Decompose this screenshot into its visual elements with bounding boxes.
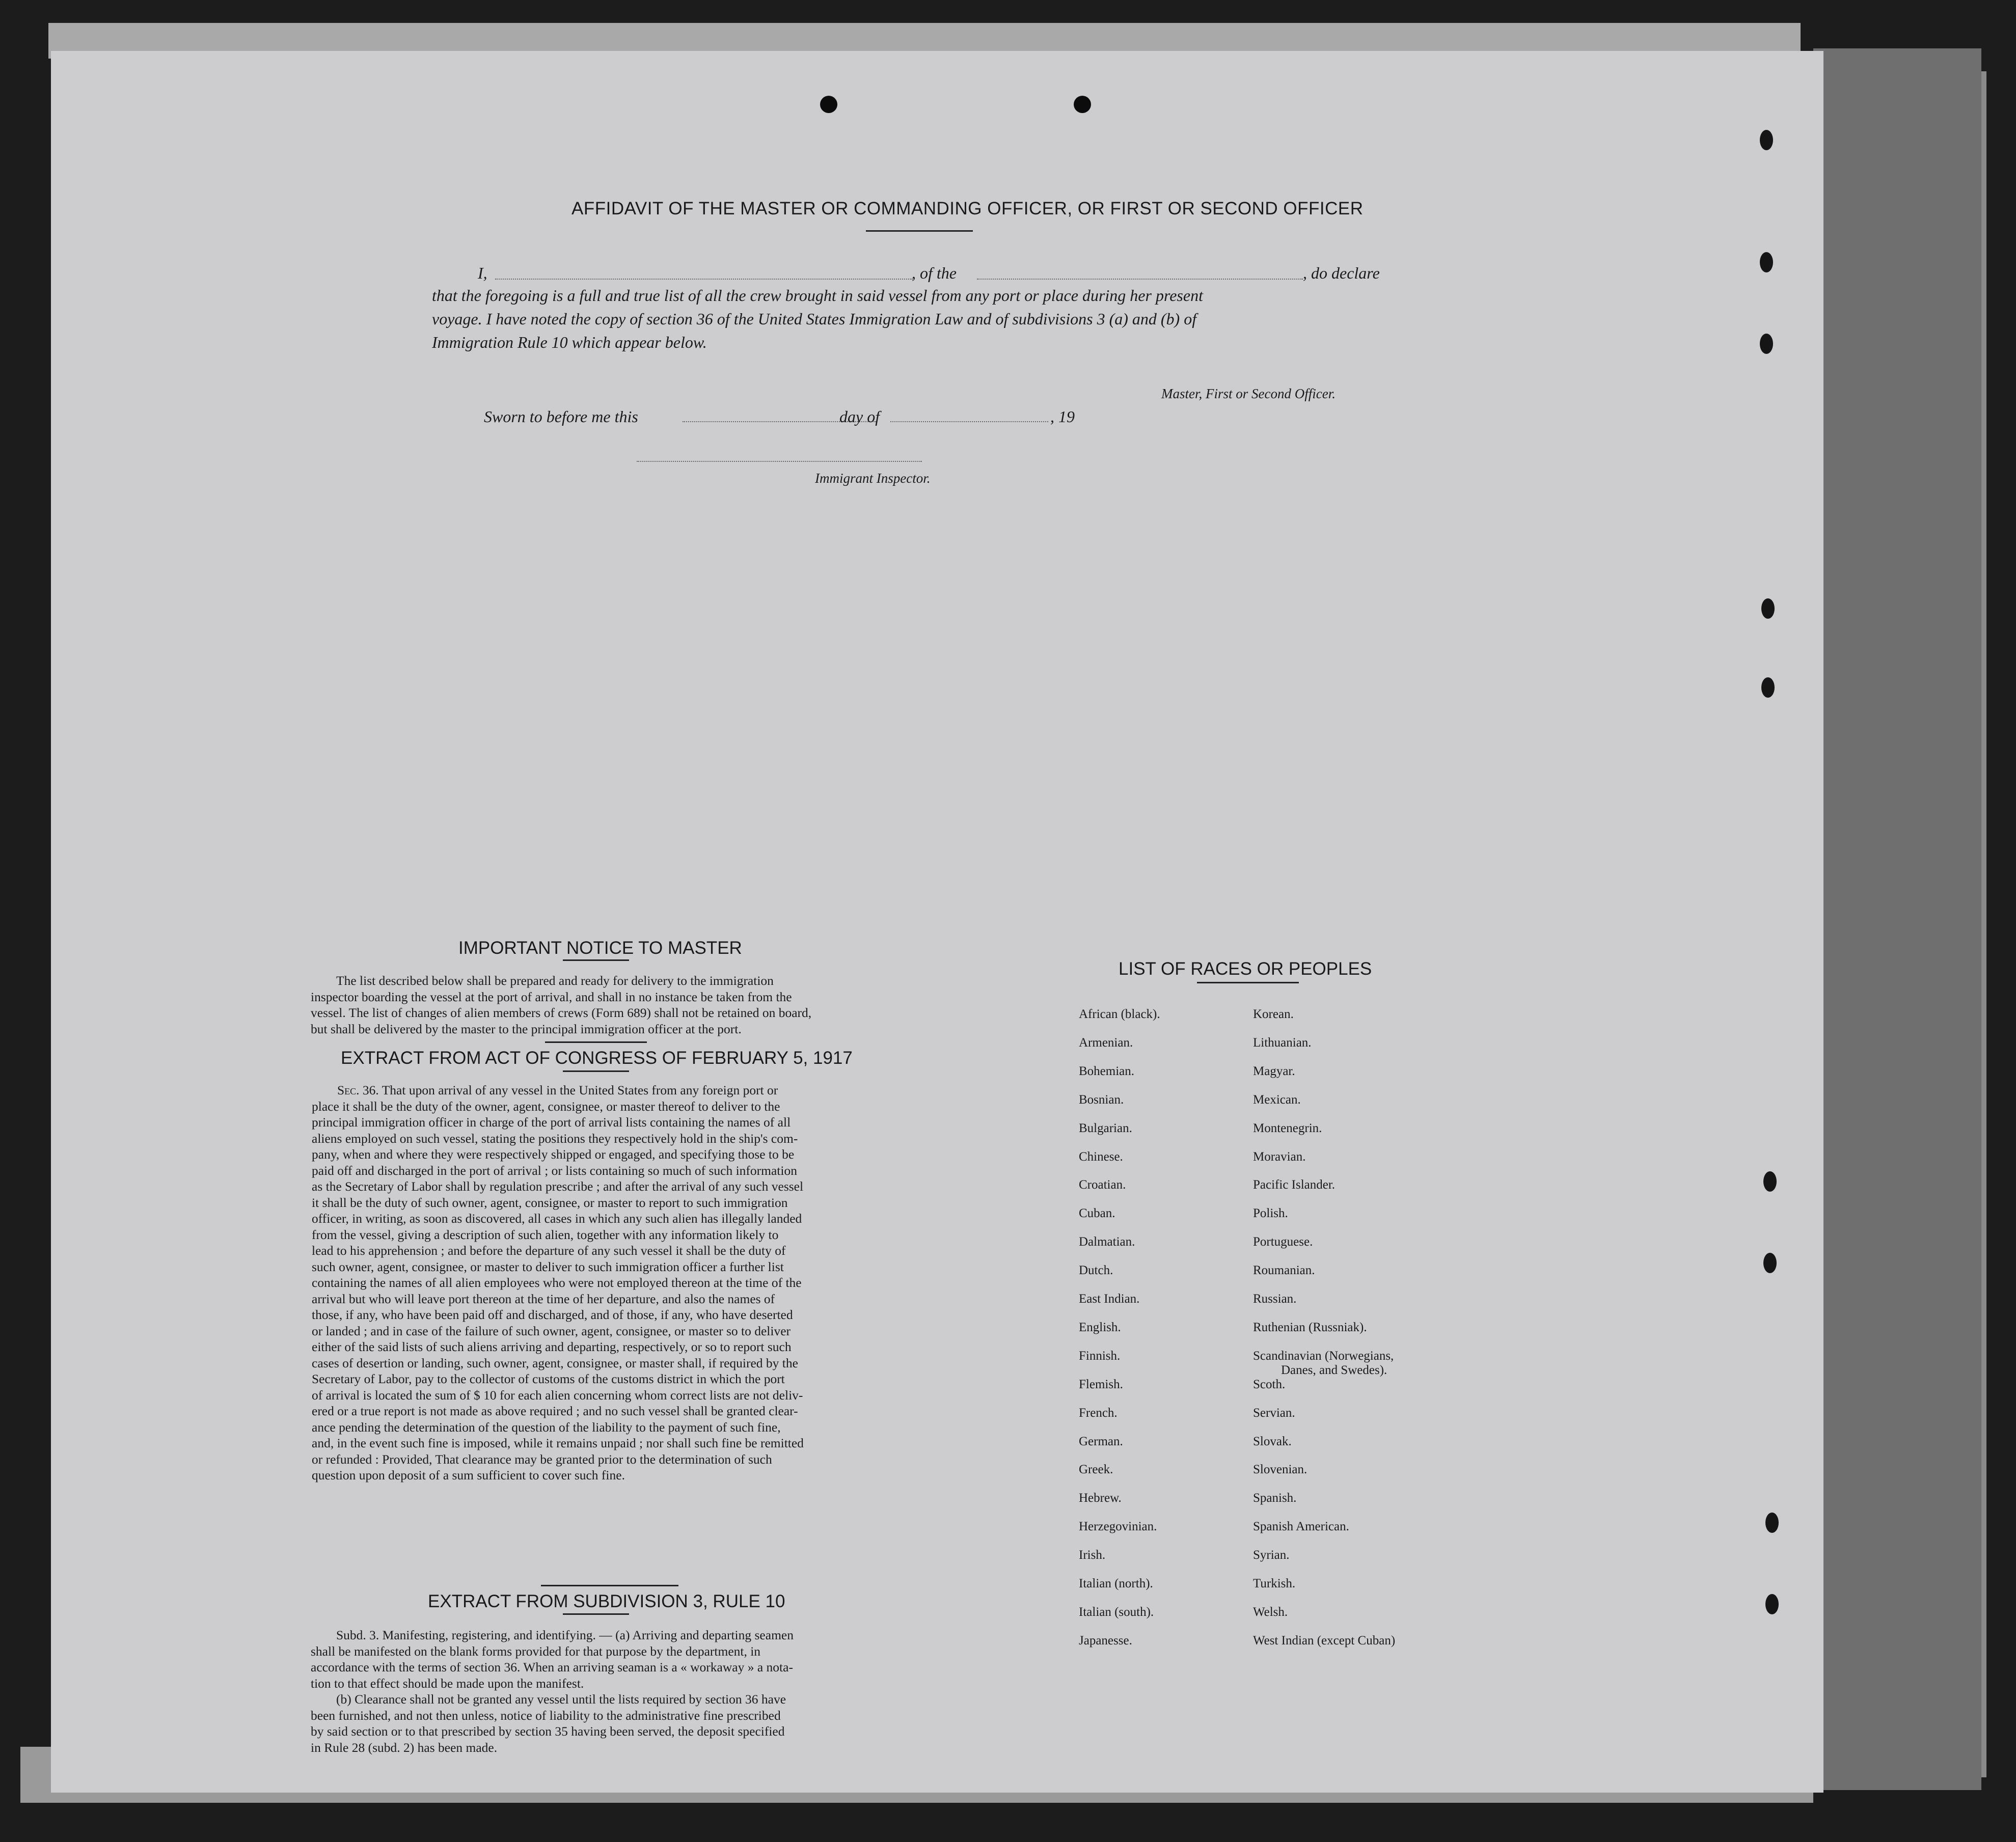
race-item: Armenian. (1079, 1035, 1133, 1050)
vessel-name-field[interactable] (977, 279, 1303, 280)
act-line: ance pending the determination of the question of the liability to the payment of such fine, (312, 1419, 781, 1435)
race-item: Servian. (1253, 1406, 1295, 1420)
binder-hole-icon (1761, 598, 1775, 619)
binder-hole-icon (1763, 1253, 1777, 1273)
binder-hole-icon (1760, 130, 1773, 150)
rule-text (311, 1627, 958, 1755)
divider (541, 1585, 678, 1586)
race-item: Finnish. (1079, 1349, 1121, 1363)
divider (563, 959, 629, 961)
race-item: Mexican. (1253, 1092, 1301, 1107)
race-item: French. (1079, 1406, 1118, 1420)
act-line: lead to his apprehension ; and before the departure of any such vessel it shall be the duty of (312, 1243, 786, 1258)
race-item: African (black). (1079, 1007, 1160, 1021)
race-item: Montenegrin. (1253, 1121, 1322, 1135)
rule-line: tion to that effect should be made upon the manifest. (311, 1675, 584, 1691)
act-line: That upon arrival of any vessel in the United States from any foreign port or (382, 1083, 778, 1097)
race-item: Dalmatian. (1079, 1235, 1135, 1249)
act-line: officer, in writing, as soon as discovered, all cases in which any such alien has illegally landed (312, 1211, 802, 1226)
race-item: Scandinavian (Norwegians, (1253, 1349, 1394, 1363)
act-line: containing the names of all alien employees who were not employed thereon at the time of the (312, 1275, 802, 1290)
rule-line: in Rule 28 (subd. 2) has been made. (311, 1740, 498, 1755)
race-item: Turkish. (1253, 1577, 1296, 1590)
notice-line: vessel. The list of changes of alien members of crews (Form 689) shall not be retained on board, (311, 1005, 812, 1020)
race-item: Dutch. (1079, 1263, 1113, 1278)
race-item: Irish. (1079, 1548, 1106, 1562)
race-item: Korean. (1253, 1007, 1294, 1021)
race-item: German. (1079, 1434, 1123, 1448)
divider (545, 1041, 647, 1043)
binder-hole-icon (1760, 252, 1773, 272)
race-item: Italian (north). (1079, 1577, 1153, 1590)
race-item: Ruthenian (Russniak). (1253, 1320, 1367, 1334)
binder-hole-icon (1760, 334, 1773, 354)
rule-line: accordance with the terms of section 36. When an arriving seaman is a « workaway » a nota- (311, 1660, 793, 1674)
sworn-month-field[interactable] (890, 421, 1048, 422)
race-item: Moravian. (1253, 1149, 1306, 1164)
race-item: Slovenian. (1253, 1463, 1307, 1477)
divider (866, 230, 973, 232)
declarant-name-field[interactable] (495, 279, 913, 280)
act-title: EXTRACT FROM ACT OF CONGRESS OF FEBRUARY 5, 1917 (341, 1048, 853, 1068)
race-item: Slovak. (1253, 1434, 1292, 1448)
act-line: or landed ; and in case of the failure of such owner, agent, consignee, or master so to deliver (312, 1323, 791, 1338)
act-text (312, 1082, 960, 1483)
affidavit-title: AFFIDAVIT OF THE MASTER OR COMMANDING OFFICER, OR FIRST OR SECOND OFFICER (571, 199, 1364, 218)
race-item: Portuguese. (1253, 1235, 1313, 1249)
act-line: as the Secretary of Labor shall by regulation prescribe ; and after the arrival of any such vessel (312, 1179, 804, 1194)
rule-title: EXTRACT FROM SUBDIVISION 3, RULE 10 (428, 1591, 785, 1611)
race-item: Syrian. (1253, 1548, 1290, 1562)
race-item: Russian. (1253, 1292, 1297, 1306)
affidavit-body-line: Immigration Rule 10 which appear below. (432, 333, 707, 351)
race-item: East Indian. (1079, 1292, 1140, 1306)
race-item: Japanesse. (1079, 1633, 1132, 1647)
notice-line: The list described below shall be prepared and ready for delivery to the immigration (336, 973, 774, 988)
race-item: Polish. (1253, 1206, 1288, 1221)
binder-hole-icon (1761, 677, 1775, 698)
act-line: arrival but who will leave port thereon at the time of her departure, and also the names of (312, 1291, 775, 1306)
act-line: place it shall be the duty of the owner, agent, consignee, or master thereof to deliver to the (312, 1098, 780, 1114)
race-item: Roumanian. (1253, 1263, 1315, 1278)
act-line: principal immigration officer in charge of the port of arrival lists containing the names of all (312, 1115, 791, 1130)
act-line: Secretary of Labor, pay to the collector of customs of the customs district in which the port (312, 1371, 785, 1386)
race-item: Magyar. (1253, 1064, 1295, 1078)
notice-title: IMPORTANT NOTICE TO MASTER (458, 938, 742, 958)
race-item: Spanish. (1253, 1491, 1297, 1505)
race-item: Welsh. (1253, 1605, 1288, 1619)
inspector-label: Immigrant Inspector. (815, 471, 931, 486)
document-page (51, 51, 1823, 1793)
affidavit-declare-label: , do declare (1303, 264, 1380, 282)
binder-hole-icon (1763, 1171, 1777, 1192)
race-item: West Indian (except Cuban) (1253, 1633, 1396, 1647)
rule-line: (b) Clearance shall not be granted any vessel until the lists required by section 36 have (336, 1692, 786, 1707)
affidavit-declarant-label: I, (478, 264, 487, 282)
day-of-label: day of (839, 407, 880, 426)
act-line: those, if any, who have been paid off and discharged, and of those, if any, who have deserted (312, 1307, 793, 1322)
act-line: pany, when and where they were respectively shipped or engaged, and specifying those to be (312, 1147, 795, 1162)
race-item: Pacific Islander. (1253, 1178, 1336, 1192)
notice-line: inspector boarding the vessel at the port of arrival, and shall in no instance be taken from the (311, 989, 792, 1004)
race-item: Bosnian. (1079, 1092, 1124, 1107)
inspector-signature-field[interactable] (637, 461, 922, 462)
races-title: LIST OF RACES OR PEOPLES (1119, 959, 1372, 979)
race-item: Bohemian. (1079, 1064, 1135, 1078)
notice-line: but shall be delivered by the master to the principal immigration officer at the port. (311, 1021, 742, 1036)
affidavit-body-line: that the foregoing is a full and true list of all the crew brought in said vessel from any port or place during her present (432, 286, 1203, 305)
sworn-label: Sworn to before me this (484, 407, 638, 426)
binder-hole-icon (1765, 1594, 1779, 1614)
underlying-sheet-edge (1813, 48, 1981, 1790)
divider (1197, 982, 1299, 983)
race-item: Croatian. (1079, 1178, 1126, 1192)
act-line: ered or a true report is not made as above required ; and no such vessel shall be granted clear- (312, 1404, 798, 1418)
race-item: Greek. (1079, 1463, 1113, 1477)
affidavit-of-the-label: , of the (912, 264, 957, 282)
act-line: paid off and discharged in the port of arrival ; or lists containing so much of such information (312, 1163, 797, 1178)
race-item: Chinese. (1079, 1149, 1123, 1164)
binder-hole-icon (1765, 1513, 1779, 1533)
act-line: such owner, agent, consignee, or master to deliver to such immigration officer a further list (312, 1259, 784, 1274)
act-line: cases of desertion or landing, such owner, agent, consignee, or master shall, if required by the (312, 1355, 798, 1370)
punch-hole-icon (820, 96, 837, 113)
section-label: Sec. 36. (337, 1083, 379, 1097)
act-line: and, in the event such fine is imposed, while it remains unpaid ; nor shall such fine be remitted (312, 1436, 804, 1450)
rule-line: been furnished, and not then unless, notice of liability to the administrative fine prescribed (311, 1708, 781, 1723)
rule-line: shall be manifested on the blank forms provided for that purpose by the department, in (311, 1643, 761, 1659)
divider (563, 1613, 629, 1615)
race-item-continuation: Danes, and Swedes). (1281, 1363, 1387, 1377)
race-item: Italian (south). (1079, 1605, 1154, 1619)
act-line: of arrival is located the sum of $ 10 for each alien concerning whom correct lists are not deliv- (312, 1387, 803, 1403)
act-line: question upon deposit of a sum sufficient to cover such fine. (312, 1468, 625, 1482)
act-line: or refunded : Provided, That clearance may be granted prior to the determination of such (312, 1451, 772, 1467)
race-item: Scoth. (1253, 1377, 1286, 1391)
race-item: Hebrew. (1079, 1491, 1122, 1505)
master-signature-label: Master, First or Second Officer. (1161, 386, 1336, 401)
affidavit-body-line: voyage. I have noted the copy of section 36 of the United States Immigration Law and of subdivisions 3 (a) and (b) of (432, 310, 1197, 328)
divider (563, 1070, 629, 1072)
race-item: Lithuanian. (1253, 1035, 1312, 1050)
race-item: English. (1079, 1320, 1121, 1334)
act-line: either of the said lists of such aliens arriving and departing, respectively, or so to report such (312, 1339, 792, 1354)
rule-line: Subd. 3. Manifesting, registering, and identifying. — (a) Arriving and departing seamen (336, 1628, 794, 1642)
act-line: from the vessel, giving a description of such alien, together with any information likely to (312, 1227, 779, 1242)
race-item: Herzegovinian. (1079, 1520, 1157, 1534)
race-item: Bulgarian. (1079, 1121, 1132, 1135)
year-label: , 19 (1050, 407, 1075, 426)
race-item: Flemish. (1079, 1377, 1123, 1391)
race-item: Spanish American. (1253, 1520, 1349, 1534)
punch-hole-icon (1074, 96, 1091, 113)
act-line: aliens employed on such vessel, stating the positions they respectively hold in the ship's com- (312, 1131, 798, 1146)
rule-line: by said section or to that prescribed by section 35 having been served, the deposit specified (311, 1724, 785, 1739)
notice-text (311, 973, 958, 1037)
race-item: Cuban. (1079, 1206, 1115, 1221)
act-line: it shall be the duty of such owner, agent, consignee, or master to report to such immigration (312, 1195, 788, 1210)
